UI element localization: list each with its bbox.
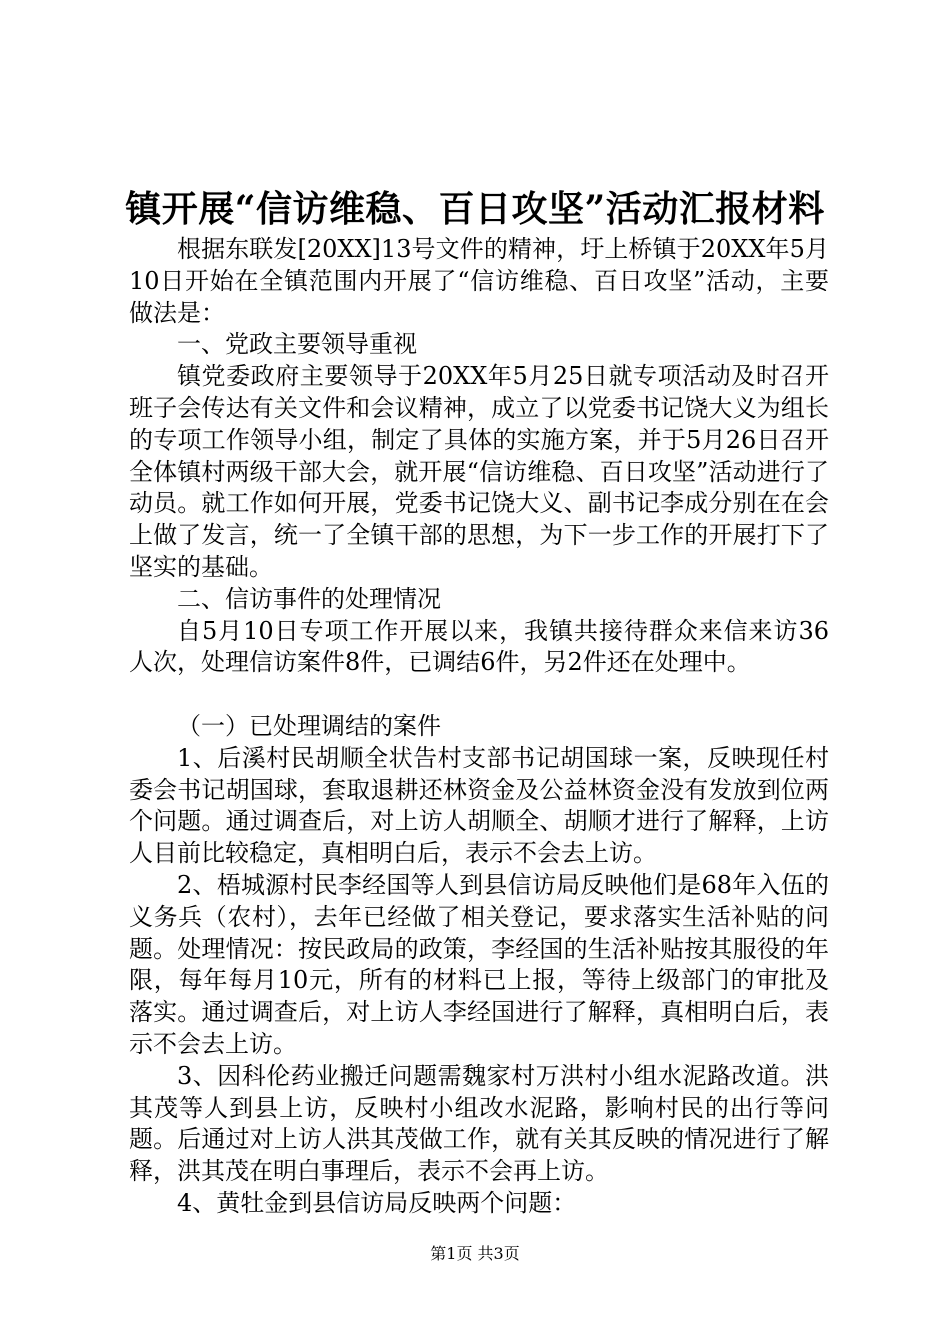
section-2-paragraph: 自5月10日专项工作开展以来，我镇共接待群众来信来访36人次，处理信访案件8件，已调结6件，另2件还在处理中。 [129,616,829,677]
section-heading-2: 二、信访事件的处理情况 [177,584,441,613]
section-heading-1: 一、党政主要领导重视 [177,330,417,359]
document-title: 镇开展“信访维稳、百日攻坚”活动汇报材料 [125,188,825,230]
page-footer: 第1页 共3页 [430,1244,520,1263]
case-4-paragraph: 4、黄牡金到县信访局反映两个问题： [177,1188,577,1217]
case-3-paragraph: 3、因科伦药业搬迁问题需魏家村万洪村小组水泥路改道。洪其茂等人到县上访，反映村小组改水泥路，影响村民的出行等问题。后通过对上访人洪其茂做工作，就有关其反映的情况进行了解释，洪其茂在明白事理后，表示不会再上访。 [129,1061,829,1186]
document-body [129,234,829,1220]
subsection-heading-1: （一）已处理调结的案件 [177,711,441,740]
section-1-paragraph: 镇党委政府主要领导于20XX年5月25日就专项活动及时召开班子会传达有关文件和会议精神，成立了以党委书记饶大义为组长的专项工作领导小组，制定了具体的实施方案，并于5月26日召开全体镇村两级干部大会，就开展“信访维稳、百日攻坚”活动进行了动员。就工作如何开展，党委书记饶大义、副书记李成分别在在会上做了发言，统一了全镇干部的思想，为下一步工作的开展打下了坚实的基础。 [129,362,829,581]
case-1-paragraph: 1、后溪村民胡顺全状告村支部书记胡国球一案，反映现任村委会书记胡国球，套取退耕还林资金及公益林资金没有发放到位两个问题。通过调查后，对上访人胡顺全、胡顺才进行了解释，上访人目前比较稳定，真相明白后，表示不会去上访。 [129,743,829,868]
case-2-paragraph: 2、梧城源村民李经国等人到县信访局反映他们是68年入伍的义务兵（农村），去年已经做了相关登记，要求落实生活补贴的问题。处理情况：按民政局的政策，李经国的生活补贴按其服役的年限，每年每月10元，所有的材料已上报，等待上级部门的审批及落实。通过调查后，对上访人李经国进行了解释，真相明白后，表示不会去上访。 [129,870,829,1058]
blank-line [129,679,829,711]
intro-paragraph: 根据东联发[20XX]13号文件的精神，圩上桥镇于20XX年5月10日开始在全镇范围内开展了“信访维稳、百日攻坚”活动，主要做法是： [129,235,829,327]
